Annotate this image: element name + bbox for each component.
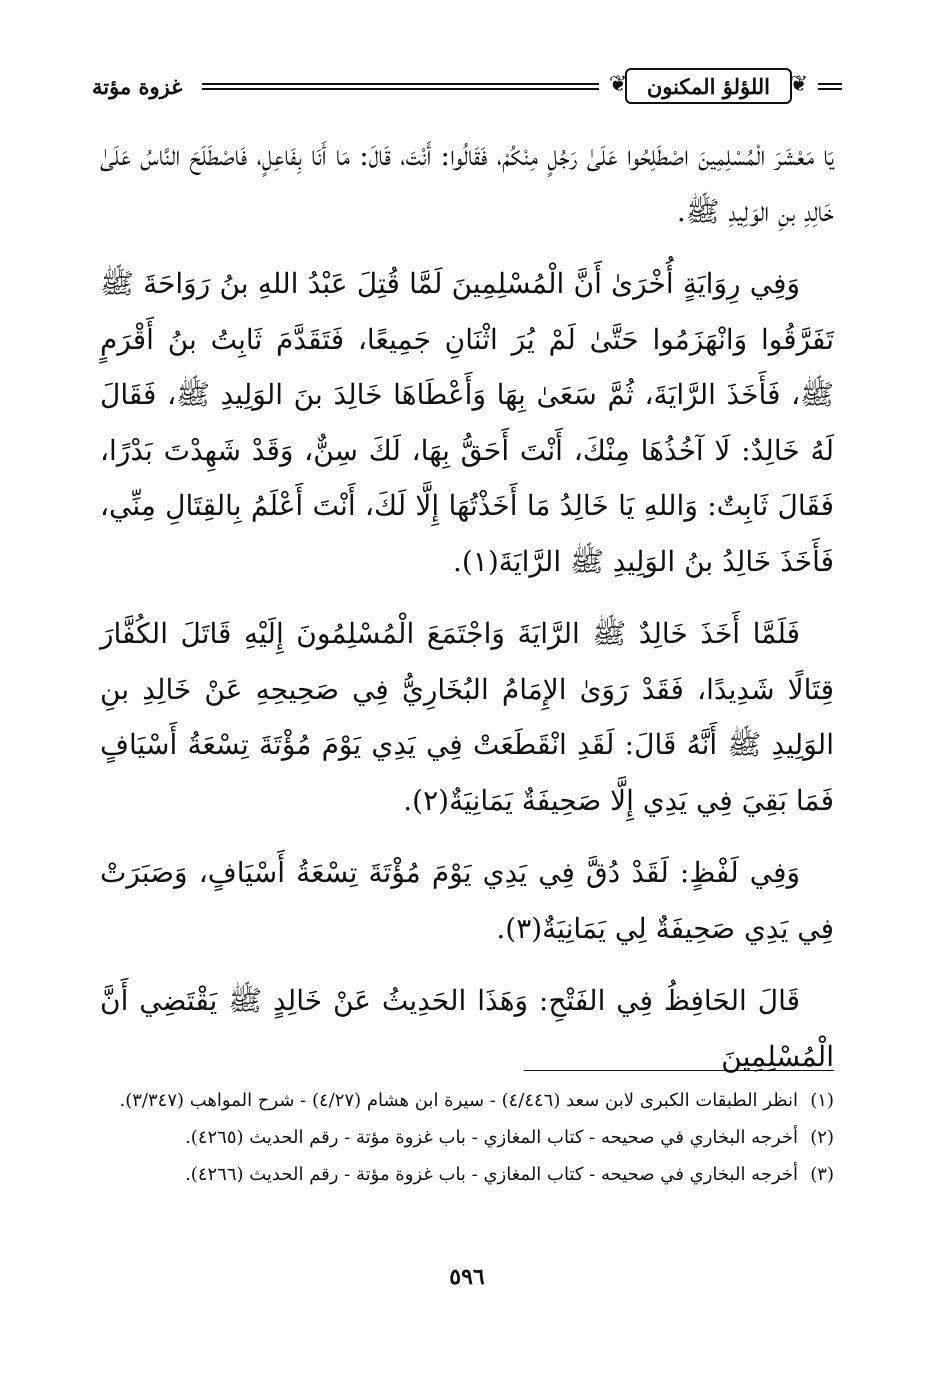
main-text bbox=[100, 128, 834, 1084]
footnote-text: أخرجه البخاري في صحيحه - كتاب المغازي - باب غزوة مؤتة - رقم الحديث (٤٢٦٦). bbox=[185, 1164, 798, 1185]
page-number: ٥٩٦ bbox=[449, 1264, 485, 1290]
paragraph: قَالَ الحَافِظُ فِي الفَتْحِ: وَهَذَا الحَدِيثُ عَنْ خَالِدٍ ﷺ يَقْتَضِي أَنَّ الْمُسْلِمِينَ bbox=[100, 984, 834, 1073]
book-title-frame bbox=[607, 64, 810, 108]
header-rule-right bbox=[818, 83, 842, 90]
footnote-number: (٣) bbox=[810, 1164, 834, 1185]
paragraph: وَفِي لَفْظٍ: لَقَدْ دُقَّ فِي يَدِي يَوْمَ مُؤْتَةَ تِسْعَةُ أَسْيَافٍ، وَصَبَرَتْ فِي يَدِي صَحِيفَةٌ لِي يَمَانِيَةٌ(٣). bbox=[100, 856, 834, 945]
footnote-text: أخرجه البخاري في صحيحه - كتاب المغازي - باب غزوة مؤتة - رقم الحديث (٤٢٦٥). bbox=[185, 1127, 798, 1148]
footnote-number: (٢) bbox=[810, 1127, 834, 1148]
running-header bbox=[92, 58, 842, 114]
ornament-icon: ❦ bbox=[789, 72, 808, 97]
paragraph: فَلَمَّا أَخَذَ خَالِدٌ ﷺ الرَّايَةَ وَاجْتَمَعَ الْمُسْلِمُونَ إِلَيْهِ قَاتَلَ الكُفَّارَ قِتَالًا شَدِيدًا، فَقَدْ رَوَىٰ الإِمَامُ البُخَارِيُّ فِي صَحِيحِهِ عَنْ خَالِدِ بنِ الوَلِيدِ ﷺ أَنَّهُ قَالَ: لَقَدِ انْقَطَعَتْ فِي يَدِي يَوْمَ مُؤْتَةَ تِسْعَةُ أَسْيَافٍ فَمَا بَقِيَ فِي يَدِي إِلَّا صَحِيفَةٌ يَمَانِيَةٌ(٢). bbox=[100, 617, 834, 817]
chapter-title: غزوة مؤتة bbox=[92, 73, 183, 99]
footnote bbox=[100, 1084, 834, 1117]
footnote-separator bbox=[524, 1070, 834, 1071]
footnote bbox=[100, 1158, 834, 1191]
ornament-icon: ❦ bbox=[608, 72, 628, 97]
book-title: اللؤلؤ المكنون bbox=[641, 74, 776, 99]
paragraph: يَا مَعْشَرَ الْمُسْلِمِينَ اصْطَلِحُوا عَلَىٰ رَجُلٍ مِنْكُمْ، فَقَالُوا: أَنْتَ، قَالَ: مَا أَنَا بِفَاعِلٍ، فَاصْطَلَحَ النَّاسُ عَلَىٰ خَالِدِ بنِ الوَلِيدِ ﷺ. bbox=[100, 139, 834, 228]
footnotes bbox=[100, 1084, 834, 1195]
paragraph: وَفِي رِوَايَةٍ أُخْرَىٰ أَنَّ الْمُسْلِمِينَ لَمَّا قُتِلَ عَبْدُ اللهِ بنُ رَوَاحَةَ ﷺ تَفَرَّقُوا وَانْهَزَمُوا حَتَّىٰ لَمْ يُرَ اثْنَانِ جَمِيعًا، فَتَقَدَّمَ ثَابِتُ بنُ أَقْرَمٍ ﷺ، فَأَخَذَ الرَّايَةَ، ثُمَّ سَعَىٰ بِهَا وَأَعْطَاهَا خَالِدَ بنَ الوَلِيدِ ﷺ، فَقَالَ لَهُ خَالِدٌ: لَا آخُذُهَا مِنْكَ، أَنْتَ أَحَقُّ بِهَا، لَكَ سِنٌّ، وَقَدْ شَهِدْتَ بَدْرًا، فَقَالَ ثَابِتٌ: وَاللهِ يَا خَالِدُ مَا أَخَذْتُهَا إِلَّا لَكَ، أَنْتَ أَعْلَمُ بِالقِتَالِ مِنِّي، فَأَخَذَ خَالِدُ بنُ الوَلِيدِ ﷺ الرَّايَةَ(١). bbox=[100, 267, 834, 578]
footnote-number: (١) bbox=[810, 1090, 834, 1111]
header-rule-left bbox=[202, 83, 599, 90]
footnote bbox=[100, 1121, 834, 1154]
footnote-text: انظر الطبقات الكبرى لابن سعد (٤/٤٤٦) - سيرة ابن هشام (٤/٢٧) - شرح المواهب (٣/٣٤٧). bbox=[119, 1090, 798, 1111]
